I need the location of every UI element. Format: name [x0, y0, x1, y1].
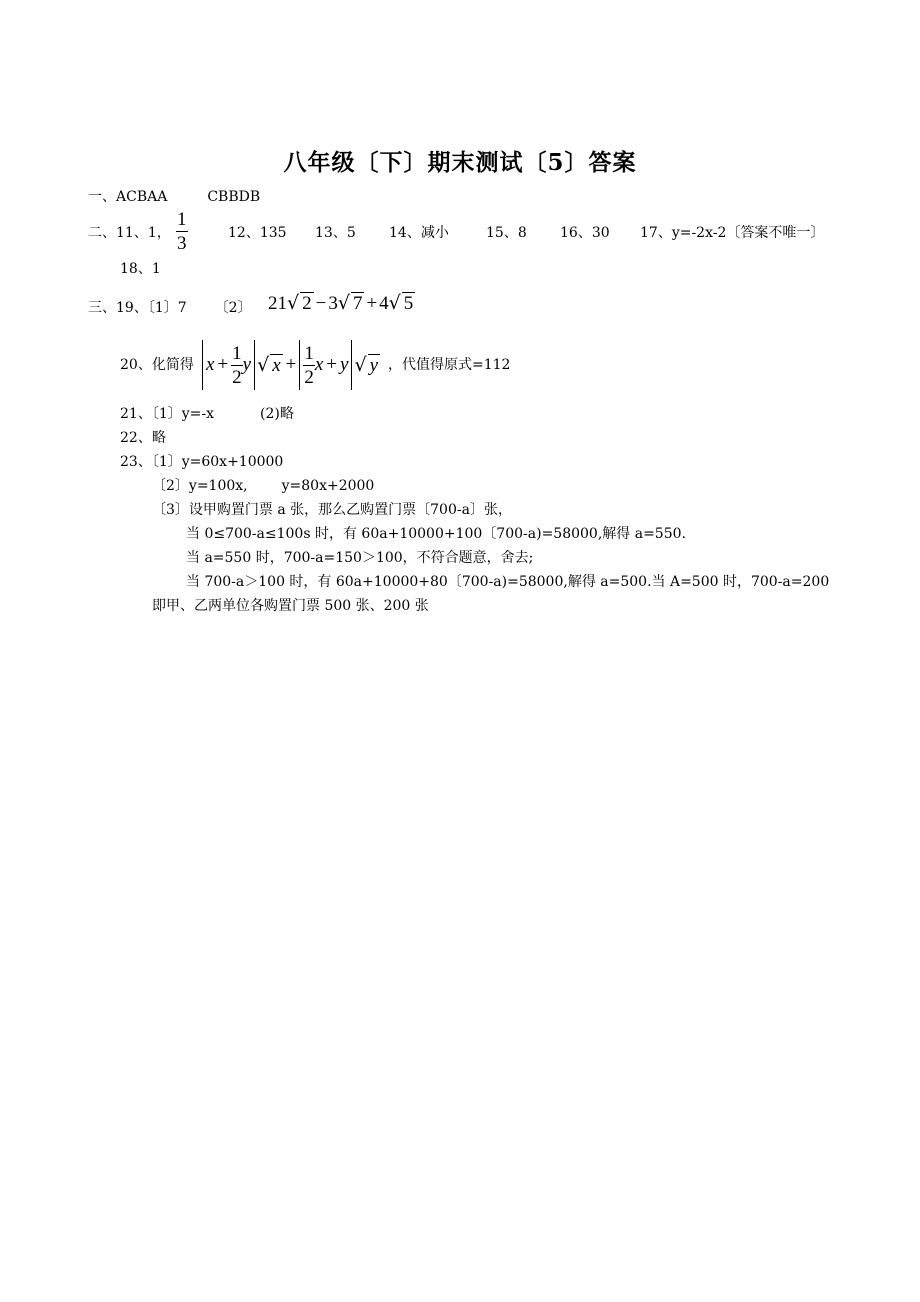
operator: +	[326, 354, 338, 375]
radicand: 7	[352, 293, 363, 314]
answer-16: 16、30	[560, 225, 610, 241]
radical-sign: √	[337, 292, 350, 314]
fraction-denominator: 2	[304, 366, 314, 388]
answer-19-part2-label: 〔2〕	[214, 300, 252, 316]
answer-23-part2	[152, 477, 374, 495]
answer-21-part2: (2)略	[260, 406, 294, 422]
fraction-denominator: 2	[232, 366, 242, 388]
var-x: x	[206, 354, 215, 375]
answer-17: 17、y=-2x-2〔答案不唯一〕	[640, 225, 825, 241]
answers-1-5: ACBAA	[116, 189, 168, 205]
answer-20-prefix: 20、化简得	[120, 357, 194, 373]
var-x: x	[314, 354, 324, 375]
answer-18: 18、1	[120, 261, 161, 277]
section-2-label: 二、	[88, 225, 116, 241]
radical-sign: √	[287, 292, 300, 314]
operator: +	[366, 293, 378, 314]
var-y: y	[242, 354, 252, 375]
answer-23-part3-line1: 当 0≤700-a≤100s 时，有 60a+10000+100〔700-a)=58000,解得 a=550.	[186, 526, 686, 542]
answer-21	[120, 405, 294, 423]
absolute-value-2	[299, 340, 352, 390]
radicand: 2	[302, 293, 312, 314]
coefficient: 21	[268, 293, 287, 314]
operator: +	[285, 354, 297, 375]
radicand-y: y	[369, 354, 378, 376]
answer-23-part3-line2: 当 a=550 时，700-a=150＞100，不符合题意，舍去;	[186, 550, 534, 566]
answer-19-part1: 19、〔1〕7	[116, 300, 187, 316]
answers-6-10: CBBDB	[207, 189, 261, 205]
answer-23-part3: 〔3〕设甲购置门票 a 张，那么乙购置门票〔700-a〕张，	[152, 502, 512, 518]
operator: +	[217, 354, 229, 375]
section-1-label: 一、	[88, 189, 116, 205]
coefficient: 4	[379, 293, 389, 314]
radical-sign: √	[257, 354, 270, 376]
fraction-denominator: 3	[177, 233, 187, 254]
fraction-numerator: 1	[177, 209, 187, 230]
answer-20-suffix: ，代值得原式=112	[388, 357, 511, 373]
radical-sign: √	[388, 292, 401, 314]
answer-11-prefix: 11、1，	[116, 225, 171, 241]
section-1-line	[88, 188, 260, 206]
section-2-line	[88, 224, 171, 242]
answer-23-part3-line3: 当 700-a＞100 时，有 60a+10000+80〔700-a)=58000,解得 a=500.当 A=500 时，700-a=200	[186, 574, 830, 590]
answer-13: 13、5	[315, 225, 356, 241]
answer-22: 22、略	[120, 430, 166, 446]
answer-19-expression	[268, 292, 415, 315]
answer-23-part2-a: 〔2〕y=100x,	[152, 478, 248, 494]
section-3-line	[88, 299, 252, 317]
fraction-numerator: 1	[304, 342, 314, 364]
section-3-label: 三、	[88, 300, 116, 316]
radicand: 5	[403, 293, 414, 314]
answer-12: 12、135	[228, 225, 287, 241]
answer-21-part1: 21、〔1〕y=-x	[120, 406, 214, 422]
answer-14: 14、减小	[389, 225, 449, 241]
var-y: y	[340, 354, 349, 375]
answer-23-part2-b: y=80x+2000	[281, 478, 375, 494]
answer-11-fraction	[176, 210, 188, 253]
operator: −	[315, 293, 327, 314]
fraction-numerator: 1	[232, 342, 242, 364]
answer-23-part1: 23、〔1〕y=60x+10000	[120, 454, 284, 470]
page-title: 八年级〔下〕期末测试〔5〕答案	[283, 149, 637, 176]
radical-sign: √	[354, 354, 367, 376]
answer-20-expression	[202, 338, 380, 392]
answer-23-conclusion: 即甲、乙两单位各购置门票 500 张、200 张	[152, 598, 429, 614]
answer-15: 15、8	[486, 225, 527, 241]
radicand-x: x	[272, 354, 281, 376]
coefficient: 3	[328, 293, 338, 314]
absolute-value-1	[202, 340, 255, 390]
